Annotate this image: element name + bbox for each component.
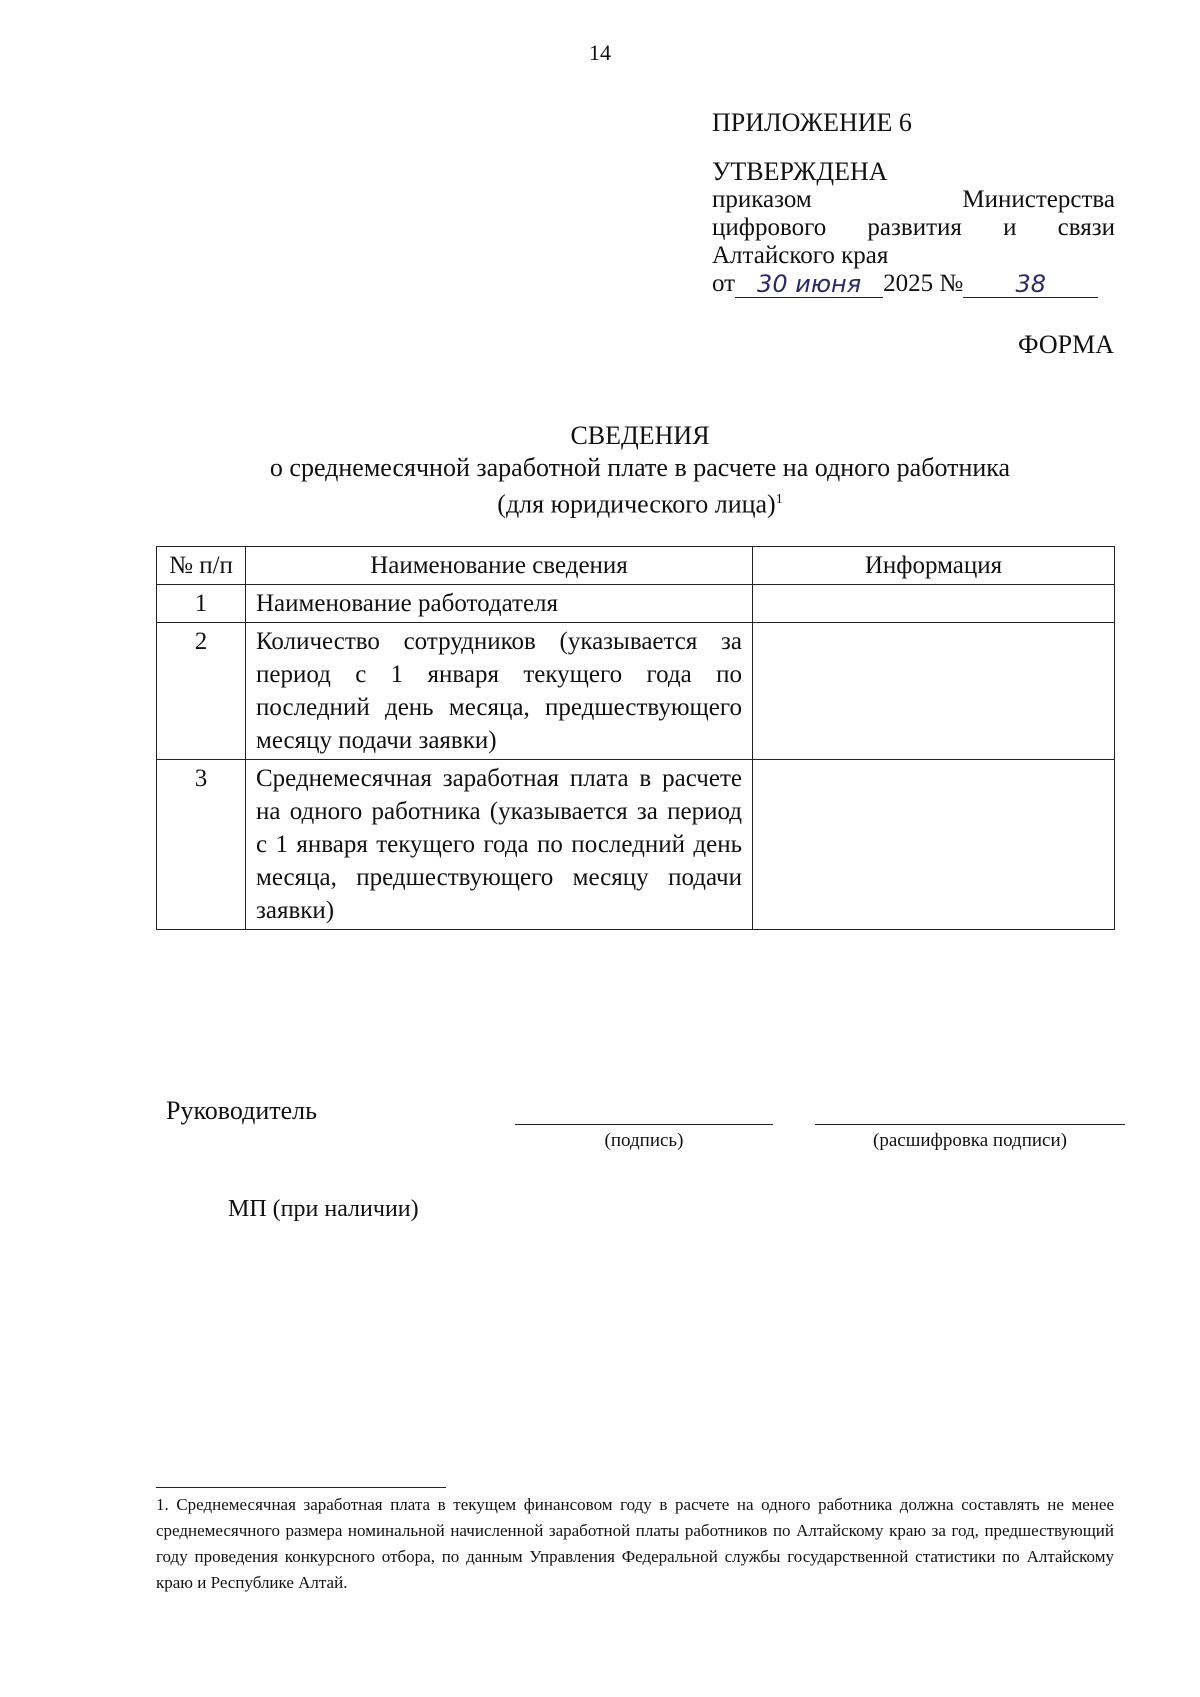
row-num: 3 (157, 760, 246, 930)
row-name: Количество сотрудников (указывается за период с 1 января текущего года по последний день месяца, предшествующего месяцу подачи заявки) (246, 623, 753, 760)
table-header-row (157, 547, 1115, 585)
footnote-text: Среднемесячная заработная плата в текущем финансовом году в расчете на одного работника должна составлять не менее среднемесячного размера номинальной начисленной заработной платы работников по Алтайскому краю за год, предшествующий году проведения конкурсного отбора, по данным Управления Федеральной службы государственной статистики по Алтайскому краю и Республике Алтай. (156, 1495, 1114, 1592)
footnote (156, 1492, 1114, 1596)
footnote-marker: 1. (156, 1495, 169, 1514)
row-info (753, 760, 1115, 930)
header-info: Информация (753, 547, 1115, 585)
approval-line-1: приказом Министерства (712, 186, 1115, 213)
signature-caption: (подпись) (604, 1130, 684, 1151)
document-title: СВЕДЕНИЯ (570, 421, 710, 450)
row-info (753, 585, 1115, 623)
row-name: Наименование работодателя (246, 585, 753, 623)
approval-line-2: цифрового развития и связи (712, 214, 1115, 241)
footnote-divider (156, 1487, 446, 1488)
document-subtitle-2-text: (для юридического лица) (497, 489, 776, 519)
approval-date-line (712, 270, 1115, 298)
footnote-reference: 1 (775, 492, 783, 507)
manager-label: Руководитель (166, 1096, 317, 1125)
row-name: Среднемесячная заработная плата в расчете на одного работника (указывается за период с 1 января текущего года по последний день месяца, предшествующего месяцу подачи заявки) (246, 760, 753, 930)
approval-line-3: Алтайского края (712, 242, 889, 269)
appendix-label: ПРИЛОЖЕНИЕ 6 (712, 108, 912, 137)
approval-block (712, 158, 1115, 298)
approval-title: УТВЕРЖДЕНА (712, 157, 888, 186)
row-info (753, 623, 1115, 760)
row-num: 2 (157, 623, 246, 760)
document-subtitle: о среднемесячной заработной плате в расчете на одного работника (269, 453, 1011, 482)
table-row (157, 623, 1115, 760)
row-num: 1 (157, 585, 246, 623)
page-number: 14 (589, 40, 611, 65)
information-table (156, 546, 1115, 930)
header-num: № п/п (157, 547, 246, 585)
signature-decoding-line (815, 1124, 1125, 1125)
document-subtitle-2 (0, 484, 1200, 521)
year-number-label: 2025 № (883, 270, 964, 297)
table-row (157, 585, 1115, 623)
header-name: Наименование сведения (246, 547, 753, 585)
table-row (157, 760, 1115, 930)
stamp-label: МП (при наличии) (228, 1196, 419, 1222)
signature-decoding-caption: (расшифровка подписи) (873, 1130, 1067, 1151)
signature-line (515, 1124, 773, 1125)
form-label: ФОРМА (1018, 330, 1114, 359)
date-prefix: от (712, 270, 736, 297)
handwritten-date: 30 июня (735, 271, 883, 298)
handwritten-order-number: 38 (963, 271, 1098, 298)
